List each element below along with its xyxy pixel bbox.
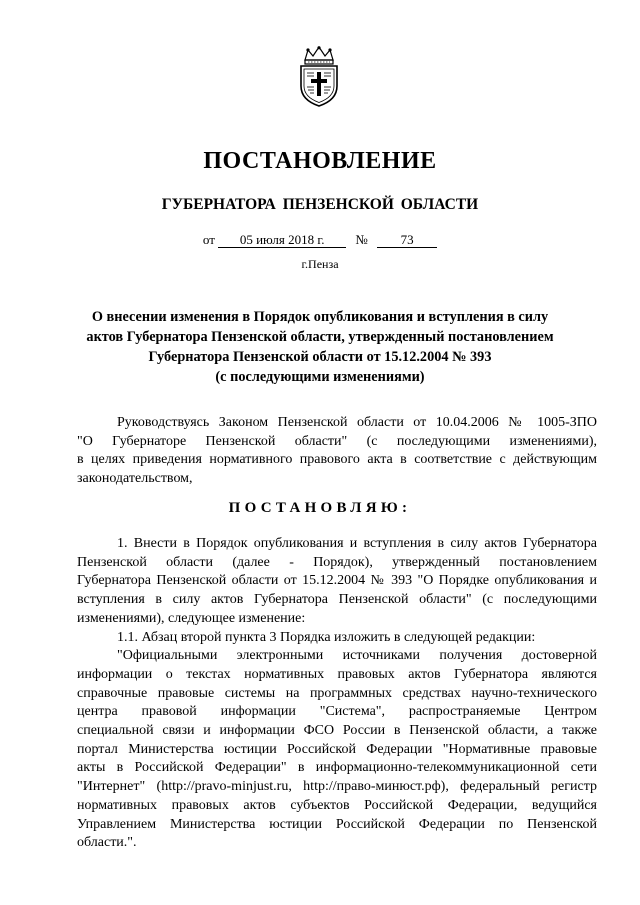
main-body (77, 535, 597, 853)
text-line: Губернатора Пензенской области от 15.12.2004 № 393 "О Порядке опубликования и (77, 573, 597, 589)
document-number: 73 (377, 232, 437, 248)
text-line: акты в Российской Федерации" в информационно-телекоммуникационной сети (77, 760, 597, 776)
text-line: "Интернет" (http://pravo-minjust.ru, http://право-минюст.рф), федеральный регистр (77, 779, 597, 795)
text-line: портал Министерства юстиции Российской Федерации "Нормативные правовые (77, 741, 597, 757)
document-issuer: ГУБЕРНАТОРА ПЕНЗЕНСКОЙ ОБЛАСТИ (161, 196, 479, 213)
text-line: в целях приведения нормативного правового акта в соответствие с действующим (77, 452, 597, 468)
text-line: 1. Внести в Порядок опубликования и вступления в силу актов Губернатора (117, 536, 597, 551)
text-line: "О Губернаторе Пензенской области" (с последующими изменениями), (77, 433, 597, 449)
text-line: вступления в силу актов Губернатора Пензенской области" (с последующими (77, 592, 597, 608)
text-line: 1.1. Абзац второй пункта 3 Порядка изложить в следующей редакции: (117, 629, 536, 645)
text-line: "Официальными электронными источниками получения достоверной (117, 648, 597, 664)
text-line: специальной связи и информации ФСО России в Пензенской области, а также (77, 723, 597, 739)
document-heading (70, 307, 570, 387)
text-line: центра правовой информации "Система", распространяемые Центром (77, 704, 597, 720)
number-sign: № (355, 232, 368, 247)
text-line: изменениями), следующее изменение: (77, 610, 306, 626)
heading-line: Губернатора Пензенской области от 15.12.2004 № 393 (148, 349, 492, 365)
text-line: Пензенской области (далее - Порядок), утвержденный постановлением (77, 554, 597, 570)
text-line: информации о текстах нормативных правовых актов Губернатора являются (77, 666, 597, 682)
text-line: законодательством, (77, 471, 193, 487)
heading-line: актов Губернатора Пензенской области, утвержденный постановлением (86, 329, 554, 345)
document-title: ПОСТАНОВЛЕНИЕ (203, 148, 437, 174)
coat-of-arms-emblem (296, 46, 342, 108)
intro-paragraph (77, 414, 597, 489)
heading-line: (с последующими изменениями) (215, 369, 425, 385)
date-prefix: от (202, 232, 215, 247)
document-date: 05 июля 2018 г. (218, 232, 346, 248)
text-line: Управлением Министерства юстиции Российской Федерации по Пензенской (77, 816, 597, 832)
decree-word: ПОСТАНОВЛЯЮ: (228, 500, 412, 516)
text-line: справочные правовые системы на программных средствах научно-технического (77, 685, 597, 701)
date-number-line (0, 232, 640, 248)
text-line: Руководствуясь Законом Пензенской области от 10.04.2006 № 1005-ЗПО (117, 415, 597, 430)
heading-line: О внесении изменения в Порядок опубликования и вступления в силу (91, 309, 549, 325)
text-line: области.". (77, 835, 137, 851)
document-city: г.Пенза (301, 257, 339, 271)
text-line: нормативных правовых актов субъектов Российской Федерации, ведущийся (77, 797, 597, 813)
